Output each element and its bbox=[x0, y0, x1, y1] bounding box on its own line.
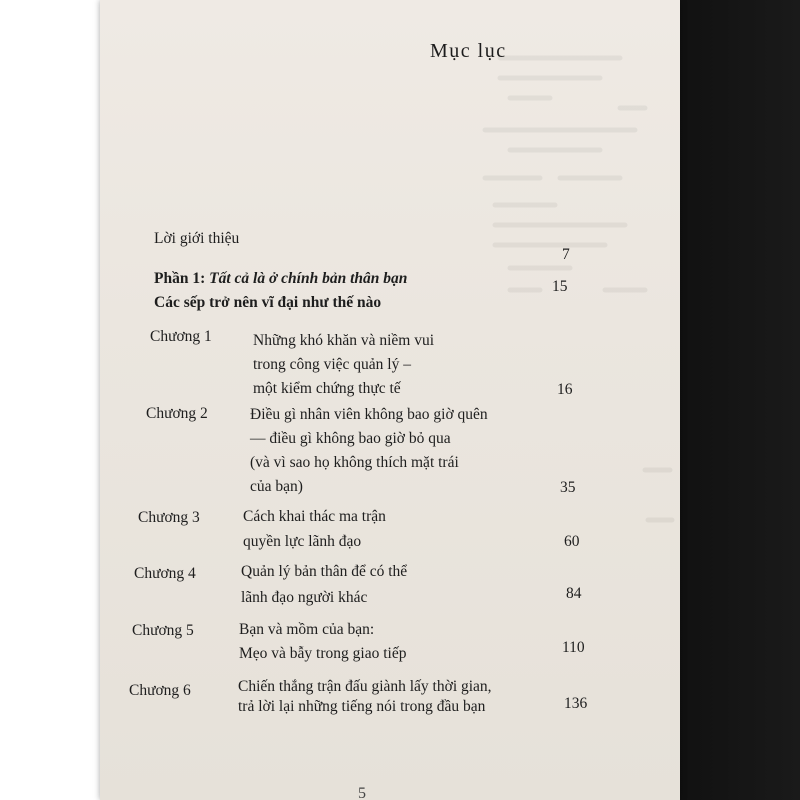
chapter-5-title-line-2: Mẹo và bẫy trong giao tiếp bbox=[239, 645, 407, 662]
chapter-1-label: Chương 1 bbox=[150, 328, 212, 345]
chapter-6-label: Chương 6 bbox=[129, 682, 191, 699]
part1-subtitle: Các sếp trở nên vĩ đại như thế nào bbox=[154, 294, 382, 311]
chapter-3-title-line-1: Cách khai thác ma trận bbox=[243, 508, 386, 525]
chapter-2-title-line-3: (và vì sao họ không thích mặt trái bbox=[250, 454, 459, 471]
intro-page: 7 bbox=[562, 246, 570, 263]
chapter-3-label: Chương 3 bbox=[138, 509, 200, 526]
chapter-6-page: 136 bbox=[564, 695, 588, 712]
chapter-1-title-line-2: trong công việc quản lý – bbox=[253, 356, 411, 373]
part1-heading bbox=[154, 270, 407, 288]
chapter-5-label: Chương 5 bbox=[132, 622, 194, 639]
chapter-4-title-line-1: Quản lý bản thân để có thể bbox=[241, 563, 408, 580]
page-title: Mục lục bbox=[430, 40, 507, 62]
chapter-3-page: 60 bbox=[564, 533, 580, 550]
part1-title: Tất cả là ở chính bản thân bạn bbox=[209, 270, 408, 287]
chapter-1-page: 16 bbox=[557, 381, 573, 398]
chapter-2-title-line-2: — điều gì không bao giờ bỏ qua bbox=[250, 430, 451, 447]
chapter-1-title-line-3: một kiểm chứng thực tế bbox=[253, 380, 401, 397]
chapter-2-page: 35 bbox=[560, 479, 576, 496]
chapter-1-title-line-1: Những khó khăn và niềm vui bbox=[253, 332, 435, 349]
chapter-4-label: Chương 4 bbox=[134, 565, 196, 582]
book-page bbox=[100, 0, 680, 800]
chapter-4-title-line-2: lãnh đạo người khác bbox=[241, 589, 368, 606]
chapter-2-title-line-4: của bạn) bbox=[250, 478, 303, 495]
chapter-2-title-line-1: Điều gì nhân viên không bao giờ quên bbox=[250, 406, 488, 423]
part1-page: 15 bbox=[552, 278, 568, 295]
part1-prefix: Phần 1: bbox=[154, 270, 210, 287]
chapter-4-page: 84 bbox=[566, 585, 582, 602]
chapter-5-page: 110 bbox=[562, 639, 585, 656]
page-number: 5 bbox=[358, 785, 366, 800]
chapter-5-title-line-1: Bạn và mồm của bạn: bbox=[239, 621, 375, 638]
chapter-2-label: Chương 2 bbox=[146, 405, 208, 422]
chapter-6-title-line-2: trả lời lại những tiếng nói trong đầu bạn bbox=[238, 698, 486, 715]
intro-label: Lời giới thiệu bbox=[154, 230, 240, 247]
chapter-6-title-line-1: Chiến thắng trận đấu giành lấy thời gian, bbox=[238, 678, 492, 695]
chapter-3-title-line-2: quyền lực lãnh đạo bbox=[243, 533, 362, 550]
